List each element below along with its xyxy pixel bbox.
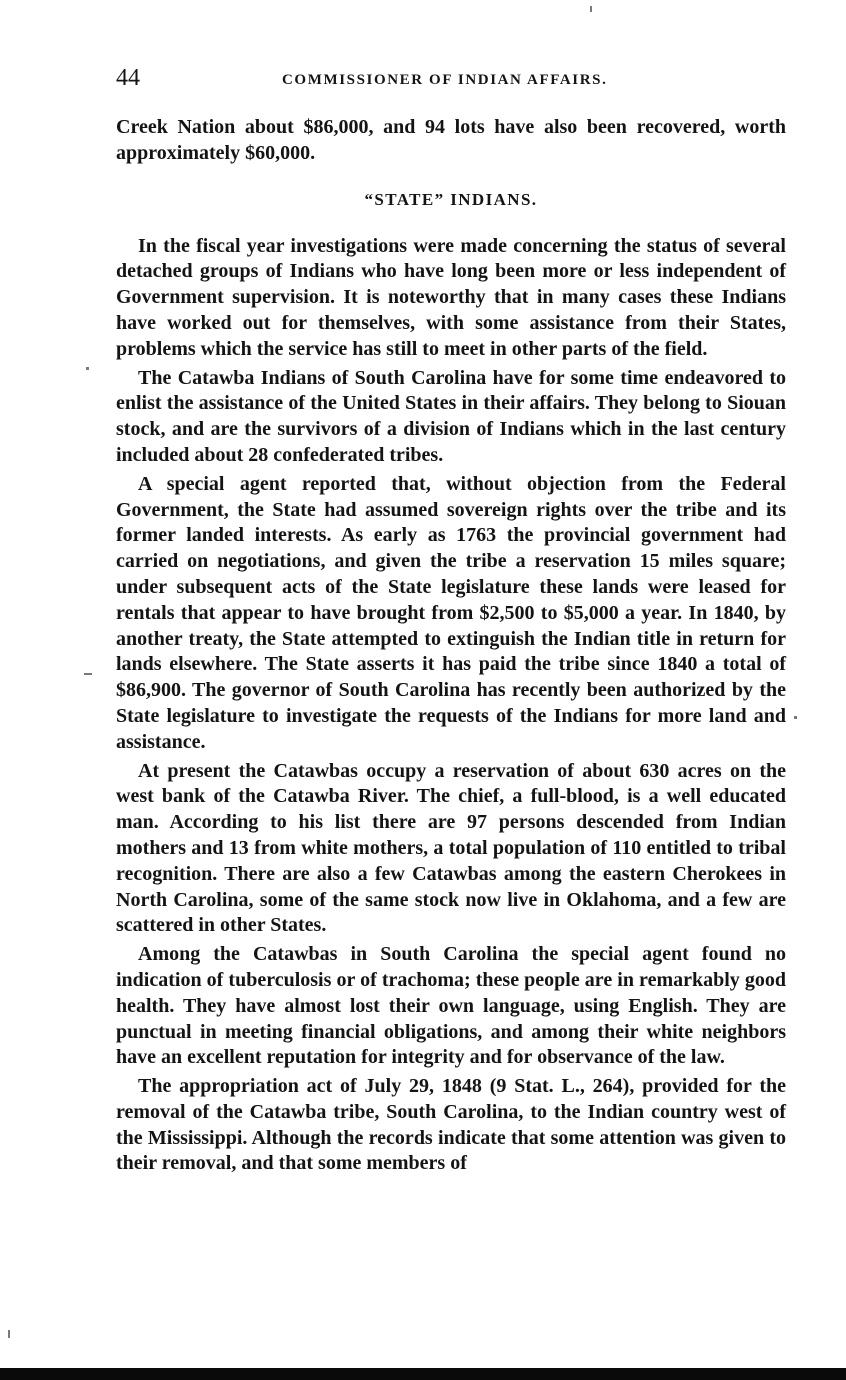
scan-speck xyxy=(794,716,797,719)
scan-speck xyxy=(86,367,89,370)
continuation-paragraph: Creek Nation about $86,000, and 94 lots have also been recovered, worth approximately $60,000. xyxy=(116,116,786,164)
scan-speck xyxy=(590,6,592,12)
page-header xyxy=(116,62,786,94)
page-number: 44 xyxy=(116,65,140,91)
paragraph-catawba-intro: The Catawba Indians of South Carolina have for some time endeavored to enlist the assistance of the United States in their affairs. They belong to Siouan stock, and are the survivors of a division of Indians which in the last century included about 28 confederated tribes. xyxy=(116,366,786,466)
paragraph-special-agent-report: A special agent reported that, without objection from the Federal Government, the State had assumed sovereign rights over the tribe and its former landed interests. As early as 1763 the provincial government had carried on negotiations, and given the tribe a reservation 15 miles square; under subsequent acts of the State legislature these lands were leased for rentals that appear to have brought from $2,500 to $5,000 a year. In 1840, by another treaty, the State attempted to extinguish the Indian title in return for lands elsewhere. The State asserts it has paid the tribe since 1840 a total of $86,900. The governor of South Carolina has recently been authorized by the State legislature to investigate the requests of the Indians for more land and assistance. xyxy=(116,472,786,753)
paragraph-appropriation-act: The appropriation act of July 29, 1848 (9 Stat. L., 264), provided for the removal of the Catawba tribe, South Carolina, to the Indian country west of the Mississippi. Although the records indicate that some attention was given to their removal, and that some members of xyxy=(116,1075,786,1175)
running-head: COMMISSIONER OF INDIAN AFFAIRS. xyxy=(282,72,608,88)
scan-border xyxy=(0,1368,846,1380)
body-text xyxy=(116,115,786,1177)
scan-speck xyxy=(8,1330,10,1338)
paragraph-state-indians-intro: In the fiscal year investigations were made concerning the status of several detached groups of Indians who have long been more or less independent of Government supervision. It is noteworthy that in many cases these Indians have worked out for themselves, with some assistance from their States, problems which the service has still to meet in other parts of the field. xyxy=(116,234,786,360)
paragraph-health: Among the Catawbas in South Carolina the special agent found no indication of tuberculosis or of trachoma; these people are in remarkably good health. They have almost lost their own language, using English. They are punctual in meeting financial obligations, and among their white neighbors have an excellent reputation for integrity and for observance of the law. xyxy=(116,943,786,1069)
scan-speck xyxy=(84,673,92,675)
paragraph-reservation: At present the Catawbas occupy a reservation of about 630 acres on the west bank of the Catawba River. The chief, a full-blood, is a well educated man. According to his list there are 97 persons descended from Indian mothers and 13 from white mothers, a total population of 110 entitled to tribal recognition. There are also a few Catawbas among the eastern Cherokees in North Carolina, some of the same stock now live in Oklahoma, and a few are scattered in other States. xyxy=(116,759,786,937)
section-heading: “STATE” INDIANS. xyxy=(364,189,538,209)
